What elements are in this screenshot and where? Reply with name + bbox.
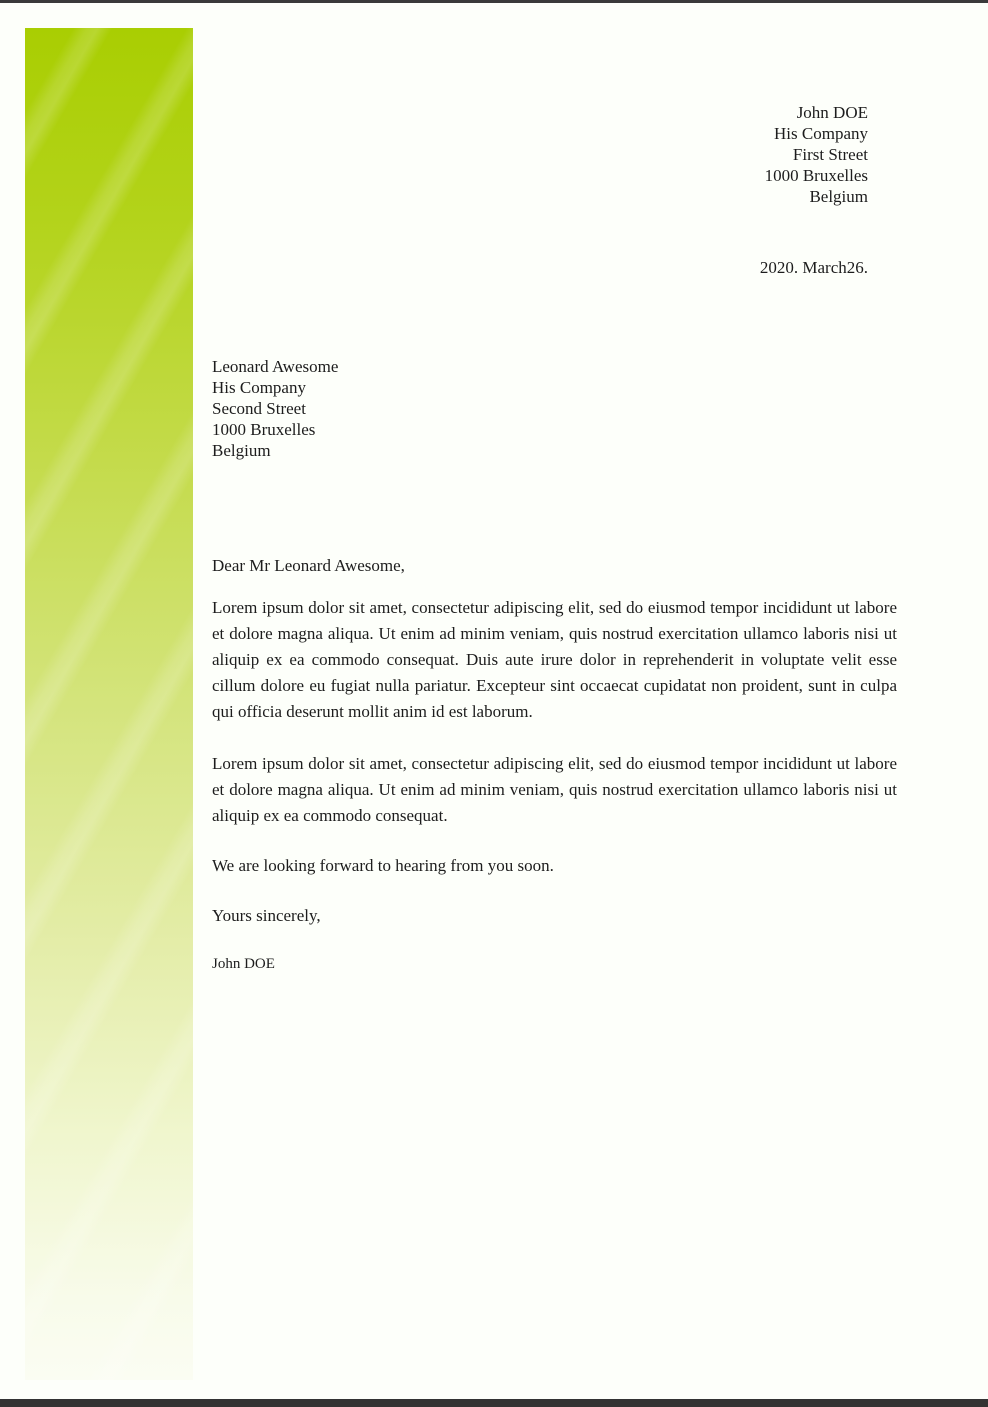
body-paragraph-2: Lorem ipsum dolor sit amet, consectetur adipiscing elit, sed do eiusmod tempor incididunt ut labore et dolore magna aliqua. Ut enim ad minim veniam, quis nostrud exercitation ullamco laboris nisi ut aliquip ex ea commodo consequat. bbox=[212, 754, 897, 825]
page-top-edge bbox=[0, 0, 988, 3]
salutation: Dear Mr Leonard Awesome, bbox=[212, 556, 405, 575]
recipient-address-block bbox=[212, 356, 338, 461]
letter-date: 2020. March26. bbox=[759, 258, 868, 277]
signature-name: John DOE bbox=[212, 956, 275, 972]
body-paragraph-1: Lorem ipsum dolor sit amet, consectetur adipiscing elit, sed do eiusmod tempor incididunt ut labore et dolore magna aliqua. Ut enim ad minim veniam, quis nostrud exercitation ullamco laboris nisi ut aliquip ex ea commodo consequat. Duis aute irure dolor in reprehenderit in voluptate velit esse cillum dolore eu fugiat nulla pariatur. Excepteur sint occaecat cupidatat non proident, sunt in culpa qui officia deserunt mollit anim id est laborum. bbox=[212, 598, 897, 721]
valediction: Yours sincerely, bbox=[212, 906, 321, 925]
recipient-street: Second Street bbox=[212, 399, 306, 418]
recipient-name: Leonard Awesome bbox=[212, 357, 339, 376]
sender-address-block bbox=[765, 102, 868, 207]
page-bottom-edge bbox=[0, 1399, 988, 1407]
closing-sentence: We are looking forward to hearing from you soon. bbox=[212, 856, 554, 875]
letter-body bbox=[212, 553, 897, 977]
sender-name: John DOE bbox=[796, 103, 868, 122]
sender-country: Belgium bbox=[809, 187, 868, 206]
sender-city: 1000 Bruxelles bbox=[764, 166, 868, 185]
recipient-country: Belgium bbox=[212, 441, 271, 460]
sender-street: First Street bbox=[792, 145, 868, 164]
sender-company: His Company bbox=[774, 124, 868, 143]
recipient-company: His Company bbox=[212, 378, 306, 397]
decorative-gradient-bar bbox=[25, 28, 193, 1380]
recipient-city: 1000 Bruxelles bbox=[212, 420, 316, 439]
